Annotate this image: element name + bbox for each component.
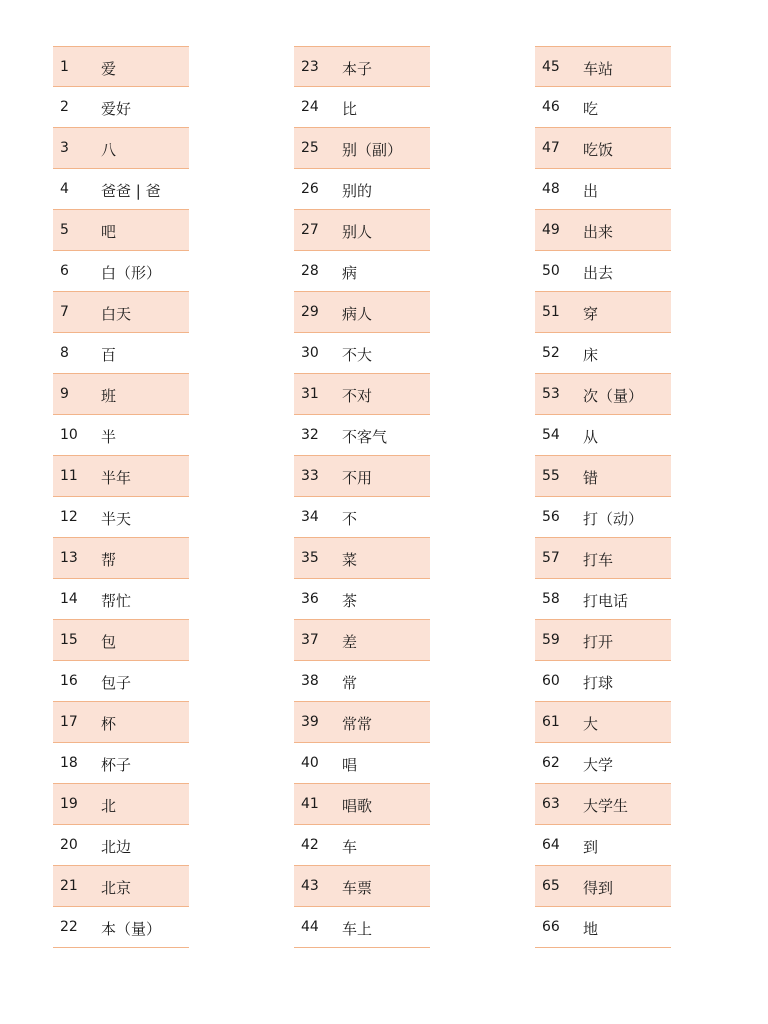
- vocab-row: [294, 620, 430, 661]
- vocab-word: 常: [342, 674, 358, 692]
- vocab-number: 49: [542, 222, 560, 238]
- vocab-row: [535, 87, 671, 128]
- vocab-number: 61: [542, 714, 560, 730]
- vocab-number: 64: [542, 837, 560, 853]
- vocab-row: [294, 497, 430, 538]
- vocab-row: [53, 46, 189, 87]
- vocab-word: 不大: [342, 346, 373, 364]
- vocab-word: 打车: [583, 551, 614, 569]
- vocab-number: 53: [542, 386, 560, 402]
- vocab-row: [294, 702, 430, 743]
- vocab-word: 大学: [583, 756, 614, 774]
- vocab-word: 出去: [583, 264, 614, 282]
- vocab-column-1: [53, 46, 189, 948]
- vocab-row: [53, 866, 189, 907]
- vocab-number: 63: [542, 796, 560, 812]
- vocab-row: [294, 169, 430, 210]
- vocab-number: 45: [542, 59, 560, 75]
- vocab-word: 不用: [342, 469, 373, 487]
- vocab-column-2: [294, 46, 430, 948]
- vocab-row: [53, 784, 189, 825]
- vocab-row: [294, 866, 430, 907]
- vocab-row: [53, 292, 189, 333]
- vocab-number: 56: [542, 509, 560, 525]
- vocab-number: 58: [542, 591, 560, 607]
- vocab-number: 4: [60, 181, 69, 197]
- vocab-number: 48: [542, 181, 560, 197]
- vocab-word: 别人: [342, 223, 373, 241]
- vocab-number: 14: [60, 591, 78, 607]
- vocab-word: 百: [101, 346, 117, 364]
- vocab-word: 大学生: [583, 797, 629, 815]
- vocab-word: 茶: [342, 592, 358, 610]
- vocab-row: [53, 702, 189, 743]
- vocab-number: 43: [301, 878, 319, 894]
- vocab-number: 18: [60, 755, 78, 771]
- vocab-row: [53, 538, 189, 579]
- vocab-number: 2: [60, 99, 69, 115]
- vocab-number: 55: [542, 468, 560, 484]
- vocab-row: [535, 374, 671, 415]
- vocab-number: 1: [60, 59, 69, 75]
- vocab-word: 不: [342, 510, 358, 528]
- vocab-number: 23: [301, 59, 319, 75]
- vocab-word: 包子: [101, 674, 132, 692]
- vocab-number: 44: [301, 919, 319, 935]
- vocab-number: 30: [301, 345, 319, 361]
- vocab-number: 17: [60, 714, 78, 730]
- vocab-number: 39: [301, 714, 319, 730]
- vocab-row: [294, 825, 430, 866]
- vocab-row: [53, 579, 189, 620]
- vocab-number: 42: [301, 837, 319, 853]
- vocab-row: [294, 210, 430, 251]
- vocab-word: 半: [101, 428, 117, 446]
- vocab-row: [535, 661, 671, 702]
- vocab-row: [535, 497, 671, 538]
- vocab-word: 爱: [101, 60, 117, 78]
- vocab-number: 11: [60, 468, 78, 484]
- vocab-row: [535, 46, 671, 87]
- vocab-word: 车: [342, 838, 358, 856]
- vocab-word: 地: [583, 920, 599, 938]
- vocab-row: [53, 825, 189, 866]
- vocab-word: 半天: [101, 510, 132, 528]
- vocab-number: 29: [301, 304, 319, 320]
- vocab-row: [294, 128, 430, 169]
- vocab-row: [535, 128, 671, 169]
- vocab-word: 病: [342, 264, 358, 282]
- vocab-word: 杯子: [101, 756, 132, 774]
- vocab-word: 次（量）: [583, 387, 644, 405]
- vocab-word: 大: [583, 715, 599, 733]
- vocab-word: 车票: [342, 879, 373, 897]
- vocab-number: 13: [60, 550, 78, 566]
- vocab-word: 包: [101, 633, 117, 651]
- vocab-word: 病人: [342, 305, 373, 323]
- vocab-number: 38: [301, 673, 319, 689]
- vocab-row: [535, 579, 671, 620]
- vocab-row: [53, 907, 189, 948]
- vocab-word: 本子: [342, 60, 373, 78]
- vocab-number: 16: [60, 673, 78, 689]
- vocab-word: 白（形）: [101, 264, 162, 282]
- vocab-row: [535, 702, 671, 743]
- vocab-word: 从: [583, 428, 599, 446]
- vocab-word: 别（副）: [342, 141, 403, 159]
- vocab-number: 47: [542, 140, 560, 156]
- vocab-row: [53, 497, 189, 538]
- vocab-word: 不对: [342, 387, 373, 405]
- vocab-row: [294, 743, 430, 784]
- vocab-word: 帮: [101, 551, 117, 569]
- vocab-row: [294, 579, 430, 620]
- vocab-number: 22: [60, 919, 78, 935]
- vocab-word: 比: [342, 100, 358, 118]
- vocab-word: 爸爸 | 爸: [101, 182, 161, 200]
- vocab-word: 菜: [342, 551, 358, 569]
- vocab-number: 35: [301, 550, 319, 566]
- vocab-word: 北京: [101, 879, 132, 897]
- vocab-number: 50: [542, 263, 560, 279]
- vocab-word: 吃: [583, 100, 599, 118]
- vocab-number: 25: [301, 140, 319, 156]
- vocab-number: 6: [60, 263, 69, 279]
- vocab-row: [535, 620, 671, 661]
- vocab-word: 出来: [583, 223, 614, 241]
- vocab-number: 3: [60, 140, 69, 156]
- vocab-row: [535, 784, 671, 825]
- vocab-word: 帮忙: [101, 592, 132, 610]
- vocab-number: 20: [60, 837, 78, 853]
- vocab-row: [53, 620, 189, 661]
- vocab-number: 46: [542, 99, 560, 115]
- vocab-row: [535, 538, 671, 579]
- vocab-column-3: [535, 46, 671, 948]
- vocab-number: 66: [542, 919, 560, 935]
- vocab-number: 36: [301, 591, 319, 607]
- vocab-word: 北: [101, 797, 117, 815]
- vocab-row: [535, 169, 671, 210]
- vocab-word: 半年: [101, 469, 132, 487]
- vocab-row: [294, 251, 430, 292]
- vocab-number: 37: [301, 632, 319, 648]
- vocab-number: 59: [542, 632, 560, 648]
- vocab-number: 33: [301, 468, 319, 484]
- vocab-row: [294, 415, 430, 456]
- vocab-number: 27: [301, 222, 319, 238]
- vocab-word: 唱: [342, 756, 358, 774]
- vocab-number: 21: [60, 878, 78, 894]
- vocab-word: 车上: [342, 920, 373, 938]
- vocab-word: 常常: [342, 715, 373, 733]
- vocab-number: 32: [301, 427, 319, 443]
- vocab-word: 穿: [583, 305, 599, 323]
- vocab-number: 5: [60, 222, 69, 238]
- vocab-number: 15: [60, 632, 78, 648]
- vocab-word: 杯: [101, 715, 117, 733]
- vocab-number: 65: [542, 878, 560, 894]
- vocab-row: [535, 743, 671, 784]
- vocab-number: 12: [60, 509, 78, 525]
- vocab-word: 车站: [583, 60, 614, 78]
- vocab-word: 错: [583, 469, 599, 487]
- vocab-row: [294, 907, 430, 948]
- vocab-number: 51: [542, 304, 560, 320]
- vocab-row: [535, 907, 671, 948]
- vocab-row: [535, 292, 671, 333]
- vocab-row: [294, 538, 430, 579]
- vocab-row: [53, 128, 189, 169]
- vocab-word: 到: [583, 838, 599, 856]
- vocab-number: 60: [542, 673, 560, 689]
- vocab-word: 唱歌: [342, 797, 373, 815]
- vocab-number: 34: [301, 509, 319, 525]
- vocab-row: [294, 46, 430, 87]
- vocab-number: 26: [301, 181, 319, 197]
- vocab-word: 吃饭: [583, 141, 614, 159]
- vocab-row: [53, 333, 189, 374]
- vocab-word: 差: [342, 633, 358, 651]
- vocab-word: 吧: [101, 223, 117, 241]
- vocab-word: 本（量）: [101, 920, 162, 938]
- vocab-word: 爱好: [101, 100, 132, 118]
- vocab-number: 24: [301, 99, 319, 115]
- vocab-word: 打（动）: [583, 510, 644, 528]
- vocab-word: 打球: [583, 674, 614, 692]
- vocab-number: 8: [60, 345, 69, 361]
- vocab-number: 54: [542, 427, 560, 443]
- vocab-number: 57: [542, 550, 560, 566]
- vocab-row: [294, 333, 430, 374]
- vocab-word: 不客气: [342, 428, 388, 446]
- vocab-word: 床: [583, 346, 599, 364]
- vocab-row: [294, 456, 430, 497]
- vocab-number: 41: [301, 796, 319, 812]
- vocab-number: 10: [60, 427, 78, 443]
- vocab-row: [535, 210, 671, 251]
- vocab-row: [53, 415, 189, 456]
- vocab-word: 别的: [342, 182, 373, 200]
- vocab-number: 31: [301, 386, 319, 402]
- vocab-word: 得到: [583, 879, 614, 897]
- vocab-row: [53, 743, 189, 784]
- vocab-word: 出: [583, 182, 599, 200]
- vocab-row: [53, 87, 189, 128]
- vocab-row: [294, 374, 430, 415]
- vocab-word: 白天: [101, 305, 132, 323]
- vocab-number: 62: [542, 755, 560, 771]
- vocab-row: [53, 374, 189, 415]
- vocab-row: [294, 87, 430, 128]
- vocab-number: 28: [301, 263, 319, 279]
- vocab-number: 7: [60, 304, 69, 320]
- vocab-row: [53, 251, 189, 292]
- vocab-row: [294, 784, 430, 825]
- vocab-word: 打开: [583, 633, 614, 651]
- vocab-row: [535, 415, 671, 456]
- vocab-row: [535, 825, 671, 866]
- vocab-word: 北边: [101, 838, 132, 856]
- vocab-row: [535, 251, 671, 292]
- vocab-number: 9: [60, 386, 69, 402]
- vocab-word: 班: [101, 387, 117, 405]
- vocab-word: 八: [101, 141, 117, 159]
- vocab-number: 52: [542, 345, 560, 361]
- vocab-row: [535, 333, 671, 374]
- vocab-row: [53, 210, 189, 251]
- vocab-row: [294, 661, 430, 702]
- vocab-row: [535, 456, 671, 497]
- vocab-row: [53, 456, 189, 497]
- vocab-number: 40: [301, 755, 319, 771]
- vocab-row: [294, 292, 430, 333]
- vocab-row: [53, 661, 189, 702]
- vocab-row: [535, 866, 671, 907]
- vocab-row: [53, 169, 189, 210]
- vocab-word: 打电话: [583, 592, 629, 610]
- vocab-number: 19: [60, 796, 78, 812]
